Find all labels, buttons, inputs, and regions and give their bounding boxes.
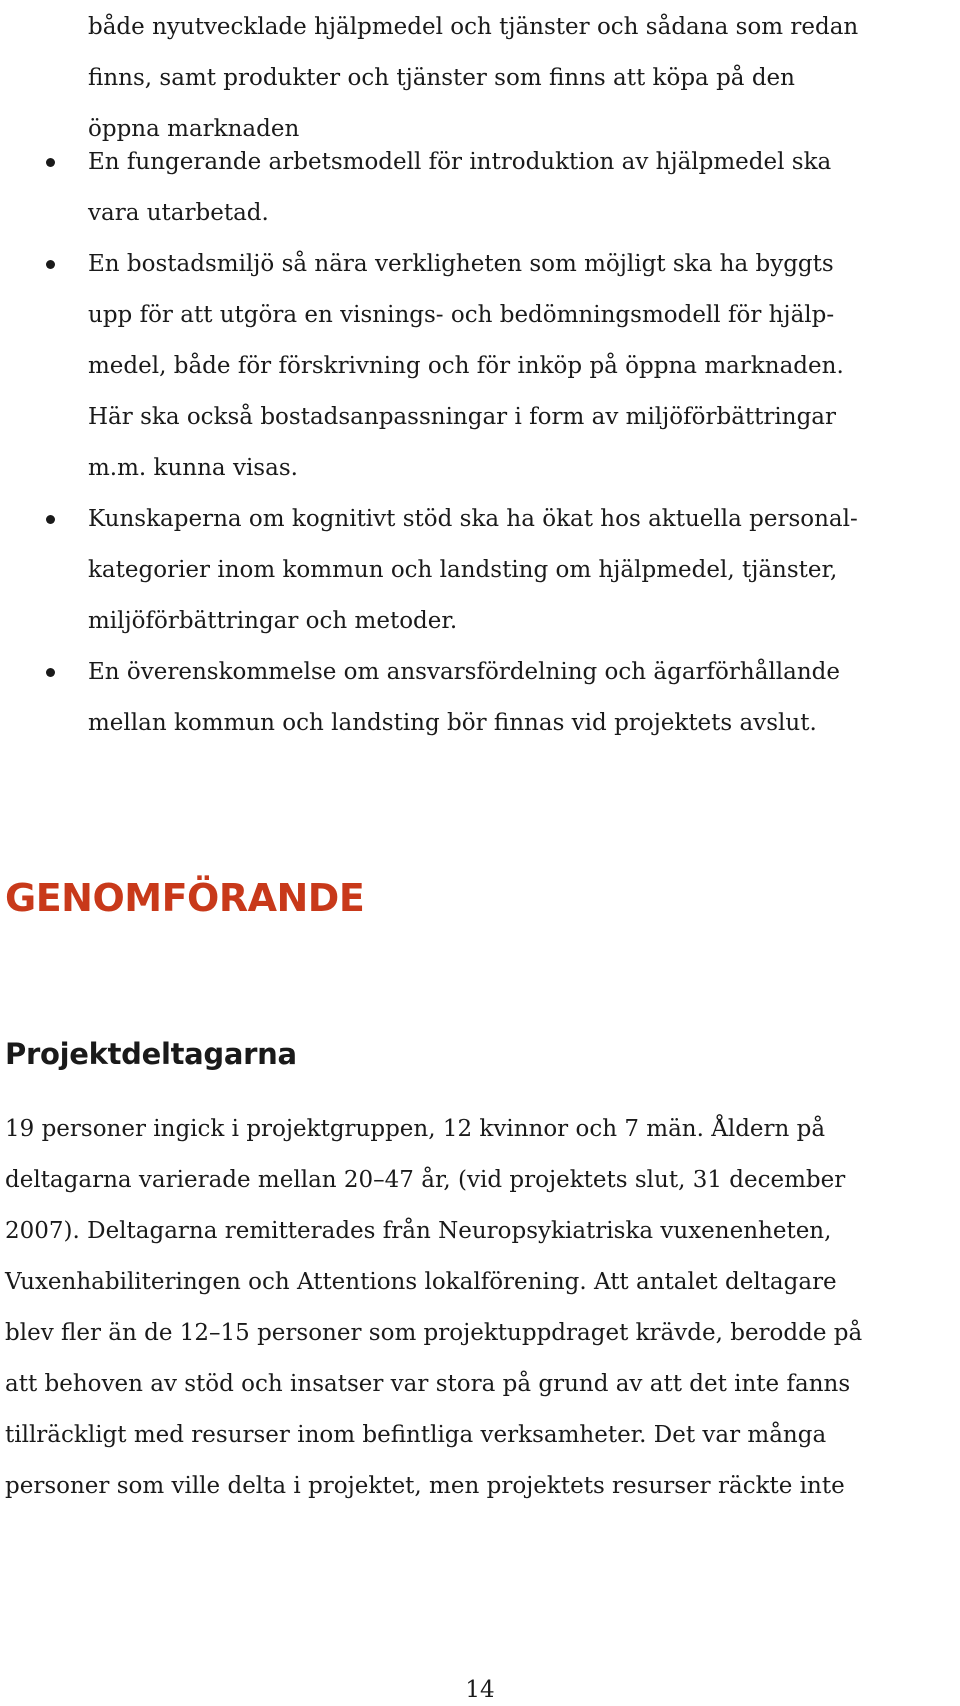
text-line: En fungerande arbetsmodell för introduktion av hjälpmedel ska — [88, 149, 832, 175]
goal-bullet-list — [0, 137, 960, 749]
bullet-item — [0, 494, 960, 647]
text-line: både nyutvecklade hjälpmedel och tjänster och sådana som redan — [88, 14, 859, 40]
text-line: vara utarbetad. — [88, 200, 269, 226]
bullet-icon — [46, 158, 55, 167]
text-line: personer som ville delta i projektet, men projektets resurser räckte inte — [5, 1473, 845, 1499]
text-line: En bostadsmiljö så nära verkligheten som möjligt ska ha byggts — [88, 251, 834, 277]
page-number: 14 — [465, 1677, 495, 1703]
text-line: Kunskaperna om kognitivt stöd ska ha ökat hos aktuella personal- — [88, 506, 858, 532]
text-line: miljöförbättringar och metoder. — [88, 608, 458, 634]
bullet-icon — [46, 260, 55, 269]
text-line: Här ska också bostadsanpassningar i form av miljöförbättringar — [88, 404, 837, 430]
text-line: 2007). Deltagarna remitterades från Neuropsykiatriska vuxenenheten, — [5, 1218, 832, 1244]
bullet-item — [0, 239, 960, 494]
text-line: 19 personer ingick i projektgruppen, 12 kvinnor och 7 män. Åldern på — [5, 1116, 826, 1142]
text-line: tillräckligt med resurser inom befintliga verksamheter. Det var många — [5, 1422, 827, 1448]
section-heading: GENOMFÖRANDE — [5, 876, 365, 920]
bullet-icon — [46, 668, 55, 677]
text-line: m.m. kunna visas. — [88, 455, 298, 481]
bullet-item — [0, 647, 960, 749]
text-line: Vuxenhabiliteringen och Attentions lokalförening. Att antalet deltagare — [5, 1269, 837, 1295]
text-line: finns, samt produkter och tjänster som finns att köpa på den — [88, 65, 795, 91]
text-line: blev fler än de 12–15 personer som projektuppdraget krävde, berodde på — [5, 1320, 863, 1346]
body-paragraph — [5, 1104, 950, 1512]
text-line: upp för att utgöra en visnings- och bedömningsmodell för hjälp- — [88, 302, 835, 328]
text-line: öppna marknaden — [88, 116, 300, 142]
continuation-text — [88, 2, 948, 155]
bullet-icon — [46, 515, 55, 524]
text-line: kategorier inom kommun och landsting om hjälpmedel, tjänster, — [88, 557, 838, 583]
subsection-heading: Projektdeltagarna — [5, 1037, 297, 1071]
text-line: medel, både för förskrivning och för inköp på öppna marknaden. — [88, 353, 844, 379]
text-line: En överenskommelse om ansvarsfördelning och ägarförhållande — [88, 659, 840, 685]
text-line: deltagarna varierade mellan 20–47 år, (vid projektets slut, 31 december — [5, 1167, 846, 1193]
bullet-item — [0, 137, 960, 239]
text-line: att behoven av stöd och insatser var stora på grund av att det inte fanns — [5, 1371, 851, 1397]
text-line: mellan kommun och landsting bör finnas vid projektets avslut. — [88, 710, 817, 736]
